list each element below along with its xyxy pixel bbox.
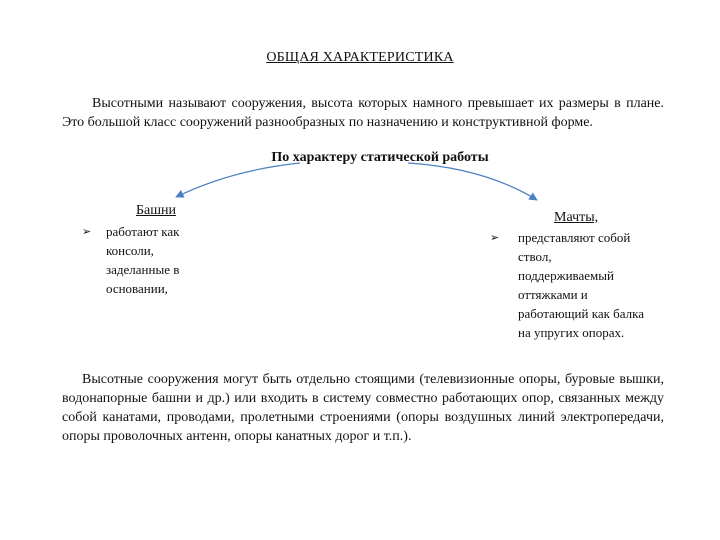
page-title: ОБЩАЯ ХАРАКТЕРИСТИКА bbox=[266, 50, 454, 65]
masts-title: Мачты, bbox=[554, 210, 599, 225]
left-branch-arrow bbox=[176, 163, 300, 197]
classification-heading: По характеру статической работы bbox=[271, 150, 489, 165]
outro-paragraph: Высотные сооружения могут быть отдельно стоящими (телевизионные опоры, буровые вышки, водонапорные башни и др.) или входить в систему совместно работающих опор, связанных между собой канатами, проводами, пролетными строениями (опоры воздушных линий электропередачи, опоры проволочных антенн, опоры канатных дорог и т.п.). bbox=[62, 372, 664, 444]
arrowhead-bullet-icon: ➢ bbox=[82, 225, 92, 238]
arrowhead-bullet-icon: ➢ bbox=[490, 231, 500, 244]
right-branch-arrow bbox=[408, 163, 537, 200]
intro-paragraph: Высотными называют сооружения, высота которых намного превышает их размеры в плане. Это большой класс сооружений разнообразных по назначению и конструктивной форме. bbox=[62, 96, 664, 130]
towers-description: работают как консоли, заделанные в основании, bbox=[106, 224, 180, 296]
masts-description: представляют собой ствол, поддерживаемый оттяжками и работающий как балка на упругих опорах. bbox=[518, 230, 645, 340]
towers-title: Башни bbox=[136, 203, 177, 218]
